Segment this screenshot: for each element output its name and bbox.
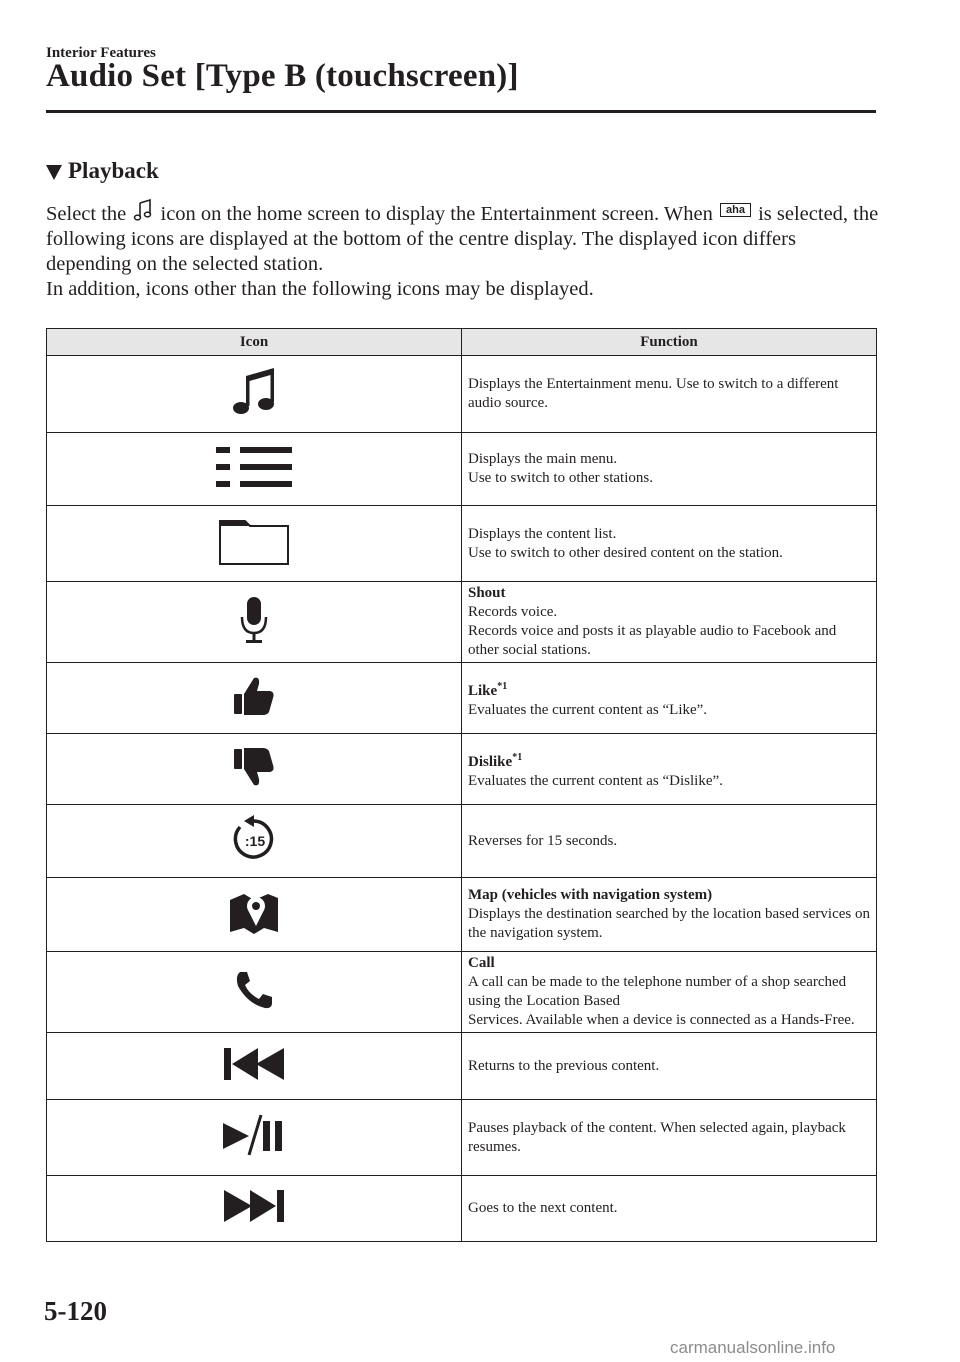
table-row [47, 663, 877, 734]
table-row [47, 506, 877, 582]
reverse-15-icon [230, 815, 278, 863]
intro-text-4: In addition, icons other than the following icons may be displayed. [46, 278, 594, 300]
intro-paragraph [46, 199, 881, 302]
next-track-icon [222, 1187, 286, 1225]
watermark: carmanualsonline.info [670, 1338, 836, 1357]
function-column-header: Function [462, 329, 877, 356]
function-text: Records voice and posts it as playable audio to Facebook and other social stations. [468, 623, 837, 658]
previous-track-icon [222, 1045, 286, 1083]
function-text: Displays the destination searched by the location based services on the navigation system. [468, 906, 870, 941]
folder-icon [217, 515, 291, 567]
reverse-15-label: :15 [244, 832, 266, 849]
function-title: Shout [468, 585, 506, 601]
function-text: Evaluates the current content as “Like”. [468, 701, 708, 718]
intro-text-3: is selected, the following icons are displayed at the bottom of the centre display. The displayed icon differs depending on the selected station. [46, 203, 879, 275]
function-text: Goes to the next content. [468, 1200, 618, 1216]
function-text: Displays the main menu. [468, 451, 618, 467]
table-row [47, 878, 877, 952]
page-title: Audio Set [Type B (touchscreen)] [46, 58, 519, 94]
section-label: Interior Features [46, 45, 156, 61]
table-row [47, 433, 877, 506]
function-text: Evaluates the current content as “Dislike”. [468, 772, 723, 789]
table-row [47, 952, 877, 1033]
table-row [47, 1033, 877, 1100]
function-text: A call can be made to the telephone number of a shop searched using the Location Based [468, 974, 847, 1009]
intro-text-2: icon on the home screen to display the Entertainment screen. When [160, 203, 713, 225]
function-text: Pauses playback of the content. When selected again, playback resumes. [468, 1119, 846, 1155]
function-title: Like [468, 682, 498, 699]
footnote-mark: *1 [512, 751, 523, 763]
function-text: Services. Available when a device is connected as a Hands-Free. [468, 1012, 855, 1028]
function-text: Displays the content list. [468, 525, 617, 542]
icon-column-header: Icon [47, 329, 462, 356]
list-icon [214, 444, 294, 490]
music-note-icon [133, 199, 153, 223]
table-row [47, 734, 877, 805]
function-text: Use to switch to other desired content on the station. [468, 544, 783, 561]
aha-icon: aha [720, 203, 751, 217]
table-row [47, 1100, 877, 1176]
footnote-mark: *1 [497, 680, 508, 692]
function-text: Reverses for 15 seconds. [468, 832, 618, 849]
function-title: Call [468, 955, 495, 971]
table-row [47, 356, 877, 433]
microphone-icon [238, 595, 270, 645]
function-title: Dislike [468, 753, 513, 770]
function-text: Use to switch to other stations. [468, 470, 653, 486]
function-text: Displays the Entertainment menu. Use to switch to a different audio source. [468, 376, 839, 411]
function-title: Map (vehicles with navigation system) [468, 887, 713, 903]
thumbs-up-icon [232, 674, 276, 718]
music-note-icon [228, 366, 280, 418]
phone-icon [232, 968, 276, 1012]
table-row [47, 1176, 877, 1242]
table-row [47, 582, 877, 663]
play-pause-icon [219, 1111, 289, 1159]
triangle-bullet-icon [46, 165, 62, 180]
function-text: Returns to the previous content. [468, 1057, 660, 1074]
title-divider [46, 110, 876, 113]
playback-heading [46, 158, 159, 184]
thumbs-down-icon [232, 745, 276, 789]
table-row [47, 805, 877, 878]
intro-text-1: Select the [46, 203, 127, 225]
map-pin-icon [228, 888, 280, 936]
function-table [46, 328, 877, 1242]
page-number: 5-120 [44, 1296, 107, 1326]
function-text: Records voice. [468, 604, 558, 620]
heading-text: Playback [68, 158, 159, 183]
